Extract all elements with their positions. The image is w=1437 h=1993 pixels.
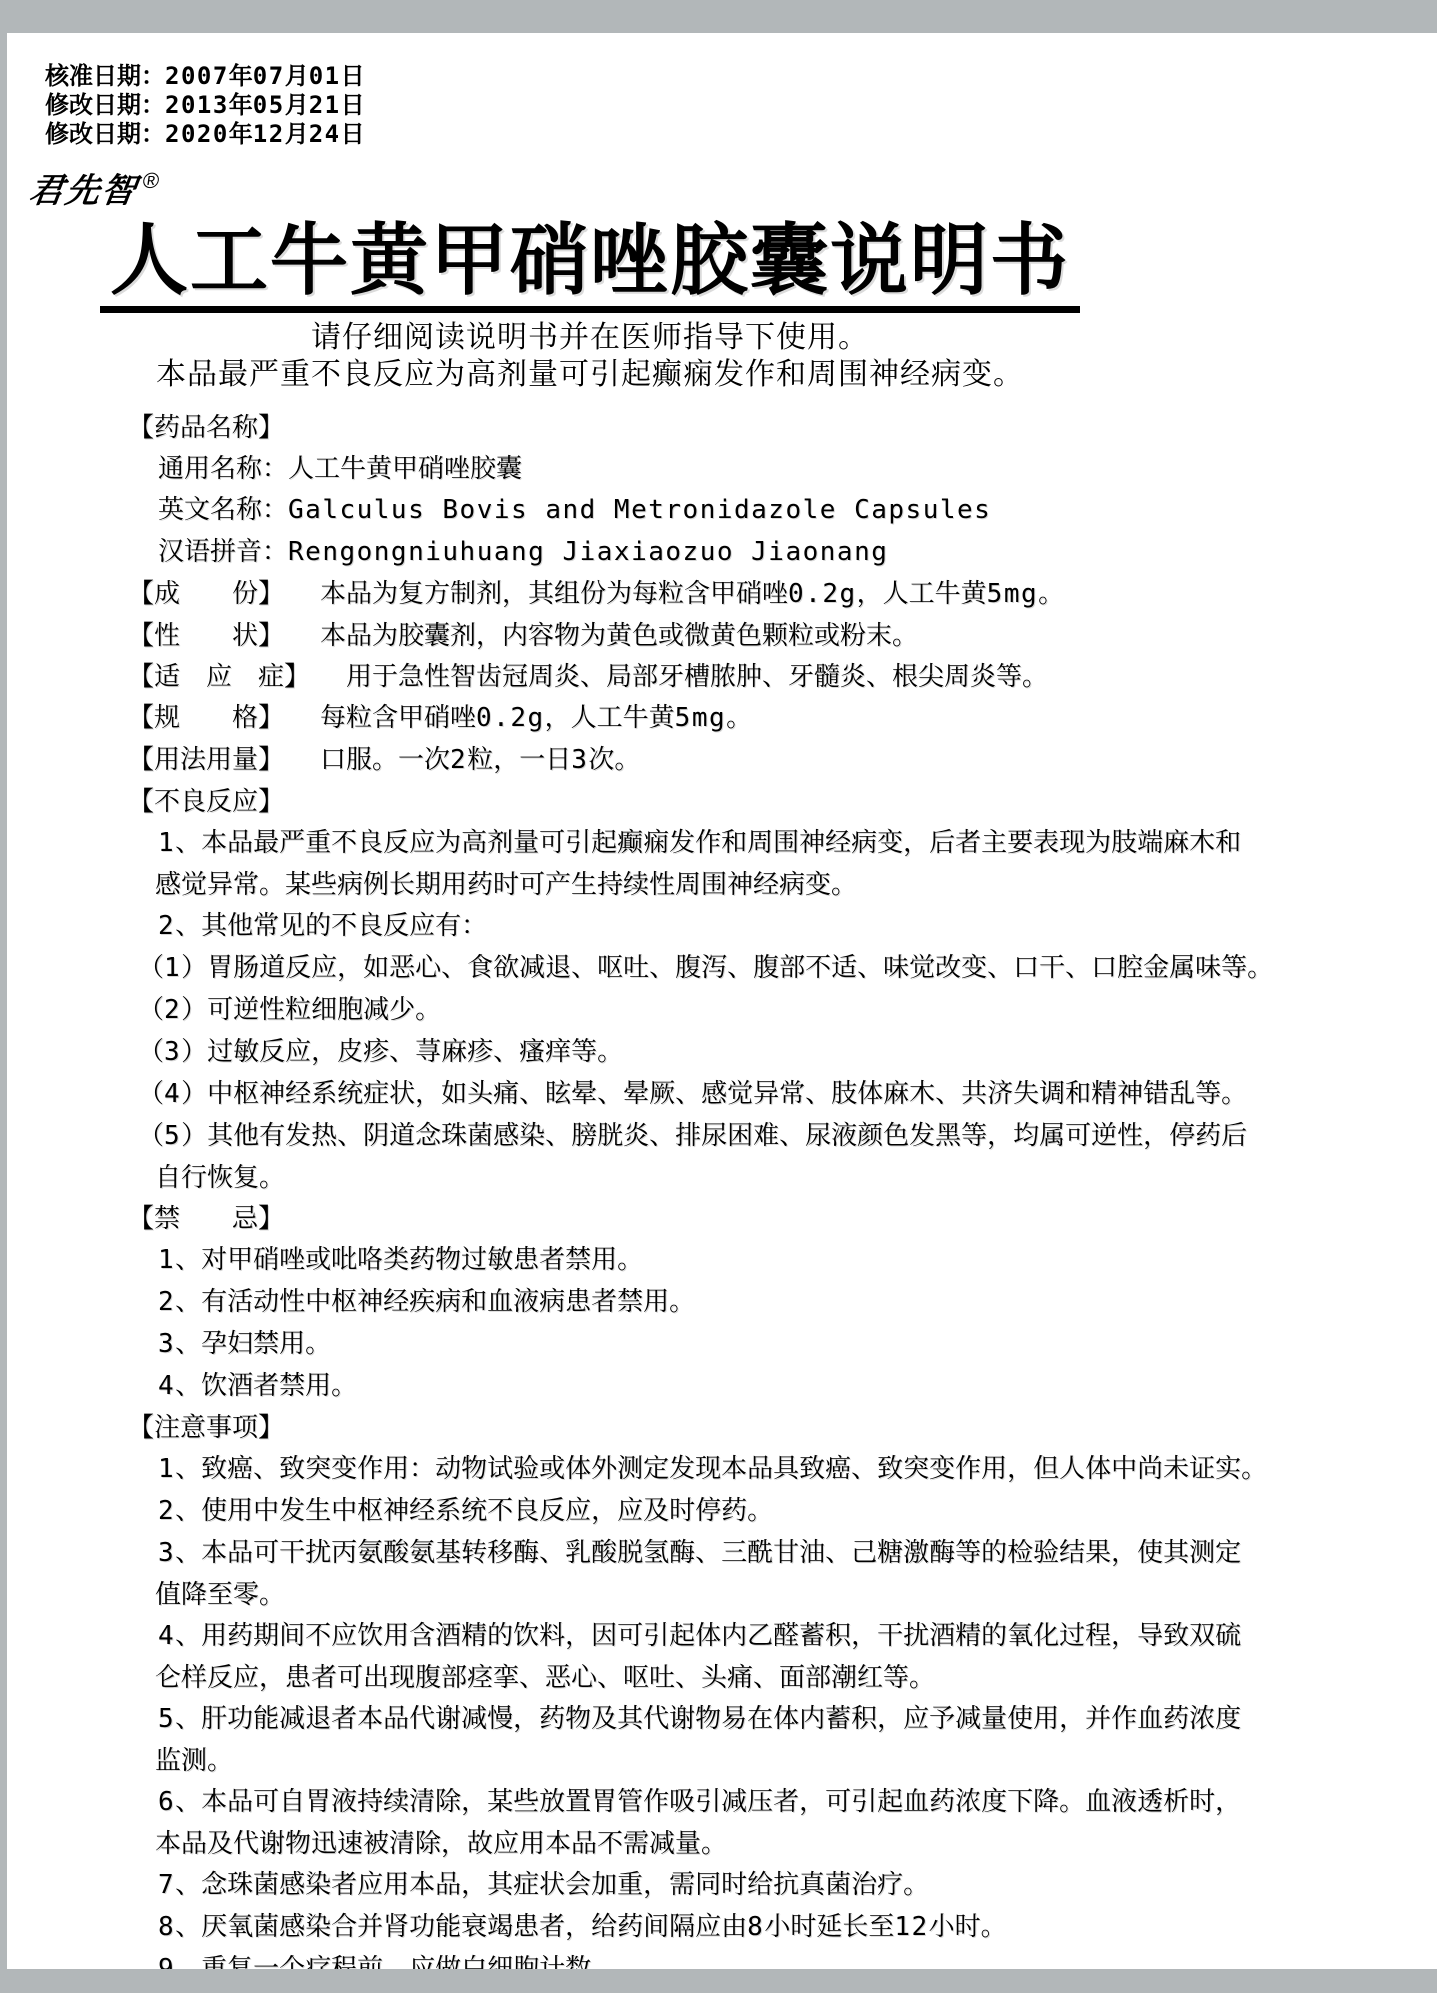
latin-text: 6 xyxy=(158,1787,176,1818)
latin-text: 5mg xyxy=(986,579,1039,610)
section xyxy=(128,407,1138,573)
section-heading xyxy=(128,656,1138,697)
section-line: 5、肝功能减退者本品代谢减慢，药物及其代谢物易在体内蓄积，应予减量使用，并作血药浓度 xyxy=(158,1703,1242,1735)
latin-text: 2020 xyxy=(165,120,229,148)
section-label: 【适 应 症】 xyxy=(128,661,311,692)
brand-logo xyxy=(26,163,163,212)
latin-text: 01 xyxy=(308,62,341,90)
section xyxy=(128,1198,1138,1407)
section-line: 自行恢复。 xyxy=(155,1162,286,1193)
latin-text: 05 xyxy=(252,91,285,119)
latin-text: 1 xyxy=(164,953,182,984)
latin-text: 5 xyxy=(164,1121,182,1152)
latin-text: 2 xyxy=(158,1287,176,1318)
section-line: （4）中枢神经系统症状，如头痛、眩晕、晕厥、感觉异常、肢体麻木、共济失调和精神错乱等。 xyxy=(138,1078,1248,1110)
page-title: 人工牛黄甲硝唑胶囊说明书 xyxy=(100,217,1080,313)
section-inline-text: 每粒含甲硝唑0.2g，人工牛黄5mg。 xyxy=(320,702,753,734)
section-label: 【性 状】 xyxy=(128,620,285,651)
section-line: 2、有活动性中枢神经疾病和血液病患者禁用。 xyxy=(158,1286,696,1318)
latin-text: 3 xyxy=(164,1037,182,1068)
latin-text: 21 xyxy=(308,91,341,119)
latin-text: 3 xyxy=(158,1538,176,1569)
latin-text: 7 xyxy=(158,1870,176,1901)
section-heading xyxy=(128,1407,1138,1448)
section-inline-text: 本品为复方制剂，其组份为每粒含甲硝唑0.2g，人工牛黄5mg。 xyxy=(320,578,1065,610)
header-column xyxy=(50,215,1130,393)
section-line: 值降至零。 xyxy=(155,1579,286,1610)
latin-text: 2 xyxy=(450,745,468,776)
latin-text: 3 xyxy=(158,1329,176,1360)
section-line: 4、饮酒者禁用。 xyxy=(158,1370,358,1402)
latin-text: 2013 xyxy=(165,91,229,119)
scan-border-left xyxy=(0,33,7,1969)
section-line: 汉语拼音：Rengongniuhuang Jiaxiaozuo Jiaonang xyxy=(158,536,889,568)
section-line: 1、对甲硝唑或吡咯类药物过敏患者禁用。 xyxy=(158,1244,644,1276)
section-line: 通用名称：人工牛黄甲硝唑胶囊 xyxy=(158,453,523,484)
section-inline-text: 口服。一次2粒，一日3次。 xyxy=(320,744,641,776)
section-heading xyxy=(128,1198,1138,1239)
latin-text: 2 xyxy=(158,1496,176,1527)
latin-text: 2 xyxy=(164,995,182,1026)
notice-line: 请仔细阅读说明书并在医师指导下使用。 xyxy=(311,321,869,355)
section-line: 2、其他常见的不良反应有： xyxy=(158,910,488,942)
section-line: 4、用药期间不应饮用含酒精的饮料，因可引起体内乙醛蓄积，干扰酒精的氧化过程，导致双硫 xyxy=(158,1620,1242,1652)
brand-row xyxy=(26,163,1437,215)
notice-line: 本品最严重不良反应为高剂量可引起癫痫发作和周围神经病变。 xyxy=(156,358,1024,392)
section-line: 1、本品最严重不良反应为高剂量可引起癫痫发作和周围神经病变，后者主要表现为肢端麻木和 xyxy=(158,827,1242,859)
section-line: （2）可逆性粒细胞减少。 xyxy=(138,994,442,1026)
section-line: 本品及代谢物迅速被清除，故应用本品不需减量。 xyxy=(155,1828,728,1859)
registered-trademark-icon: ® xyxy=(141,168,163,193)
section-label: 【用法用量】 xyxy=(128,744,285,775)
latin-text: 1 xyxy=(158,1245,176,1276)
section-line: （1）胃肠道反应，如恶心、食欲减退、呕吐、腹泻、腹部不适、味觉改变、口干、口腔金属味等。 xyxy=(138,952,1274,984)
section xyxy=(128,781,1274,1198)
section-label: 【注意事项】 xyxy=(128,1412,285,1443)
latin-text: 12 xyxy=(252,120,285,148)
latin-text: 07 xyxy=(252,62,285,90)
latin-text: 3 xyxy=(571,745,589,776)
latin-text: 5mg xyxy=(674,703,727,734)
section-heading xyxy=(128,407,1138,448)
latin-text: 5 xyxy=(158,1704,176,1735)
section-heading xyxy=(128,781,1138,822)
latin-text: Galculus Bovis and Metronidazole Capsules xyxy=(288,495,992,526)
section-line: 英文名称：Galculus Bovis and Metronidazole Capsules xyxy=(158,494,992,526)
section-label: 【不良反应】 xyxy=(128,786,285,817)
section-inline-text: 本品为胶囊剂，内容物为黄色或微黄色颗粒或粉末。 xyxy=(320,620,919,651)
section xyxy=(128,656,1138,697)
section xyxy=(128,697,1138,739)
latin-text: 4 xyxy=(158,1371,176,1402)
section-line: 7、念珠菌感染者应用本品，其症状会加重，需同时给抗真菌治疗。 xyxy=(158,1869,930,1901)
section-line: 2、使用中发生中枢神经系统不良反应，应及时停药。 xyxy=(158,1495,774,1527)
latin-text: 24 xyxy=(308,120,341,148)
latin-text: 1 xyxy=(158,1454,176,1485)
brand-name: 君先智 xyxy=(26,172,141,210)
section-heading xyxy=(128,697,1138,739)
section-line: （5）其他有发热、阴道念珠菌感染、膀胱炎、排尿困难、尿液颜色发黑等，均属可逆性，停药后 xyxy=(138,1120,1248,1152)
section xyxy=(128,615,1138,656)
section-label: 【药品名称】 xyxy=(128,412,285,443)
section-heading xyxy=(128,739,1138,781)
section-line: 3、本品可干扰丙氨酸氨基转移酶、乳酸脱氢酶、三酰甘油、己糖激酶等的检验结果，使其测定 xyxy=(158,1537,1242,1569)
section-inline-text: 用于急性智齿冠周炎、局部牙槽脓肿、牙髓炎、根尖周炎等。 xyxy=(346,661,1049,692)
section-line: 8、厌氧菌感染合并肾功能衰竭患者，给药间隔应由8小时延长至12小时。 xyxy=(158,1911,1007,1943)
section-heading xyxy=(128,615,1138,656)
date-line: 修改日期：2013年05月21日 xyxy=(45,91,365,119)
section-label: 【规 格】 xyxy=(128,702,285,733)
notices-block xyxy=(50,319,1130,393)
latin-text: 2 xyxy=(158,911,176,942)
section xyxy=(128,1407,1268,1990)
section xyxy=(128,739,1138,781)
section-line: 6、本品可自胃液持续清除，某些放置胃管作吸引减压者，可引起血药浓度下降。血液透析时， xyxy=(158,1786,1242,1818)
date-line: 修改日期：2020年12月24日 xyxy=(45,120,365,148)
latin-text: 2007 xyxy=(165,62,229,90)
latin-text: 0.2g xyxy=(788,579,857,610)
date-line: 核准日期：2007年07月01日 xyxy=(45,62,365,90)
latin-text: 8 xyxy=(158,1912,176,1943)
latin-text: 4 xyxy=(164,1079,182,1110)
section-line: 监测。 xyxy=(155,1745,234,1776)
approval-dates-block xyxy=(45,62,1437,149)
section-line: 仑样反应，患者可出现腹部痉挛、恶心、呕吐、头痛、面部潮红等。 xyxy=(155,1662,936,1693)
section-line: 1、致癌、致突变作用：动物试验或体外测定发现本品具致癌、致突变作用，但人体中尚未证实。 xyxy=(158,1453,1268,1485)
section-heading xyxy=(128,573,1138,615)
latin-text: 0.2g xyxy=(476,703,545,734)
latin-text: 12 xyxy=(894,1912,929,1943)
latin-text: 8 xyxy=(747,1912,765,1943)
section-line: （3）过敏反应，皮疹、荨麻疹、瘙痒等。 xyxy=(138,1036,624,1068)
scan-border-bottom xyxy=(0,1969,1437,1993)
leaflet-body xyxy=(128,407,1274,1990)
section-label: 【禁 忌】 xyxy=(128,1203,285,1234)
section-label: 【成 份】 xyxy=(128,578,285,609)
latin-text: 1 xyxy=(158,828,176,859)
latin-text: 4 xyxy=(158,1621,176,1652)
scan-border-top xyxy=(0,0,1437,33)
latin-text: Rengongniuhuang Jiaxiaozuo Jiaonang xyxy=(288,537,889,568)
section xyxy=(128,573,1138,615)
section-line: 3、孕妇禁用。 xyxy=(158,1328,332,1360)
section-line: 感觉异常。某些病例长期用药时可产生持续性周围神经病变。 xyxy=(155,869,858,900)
